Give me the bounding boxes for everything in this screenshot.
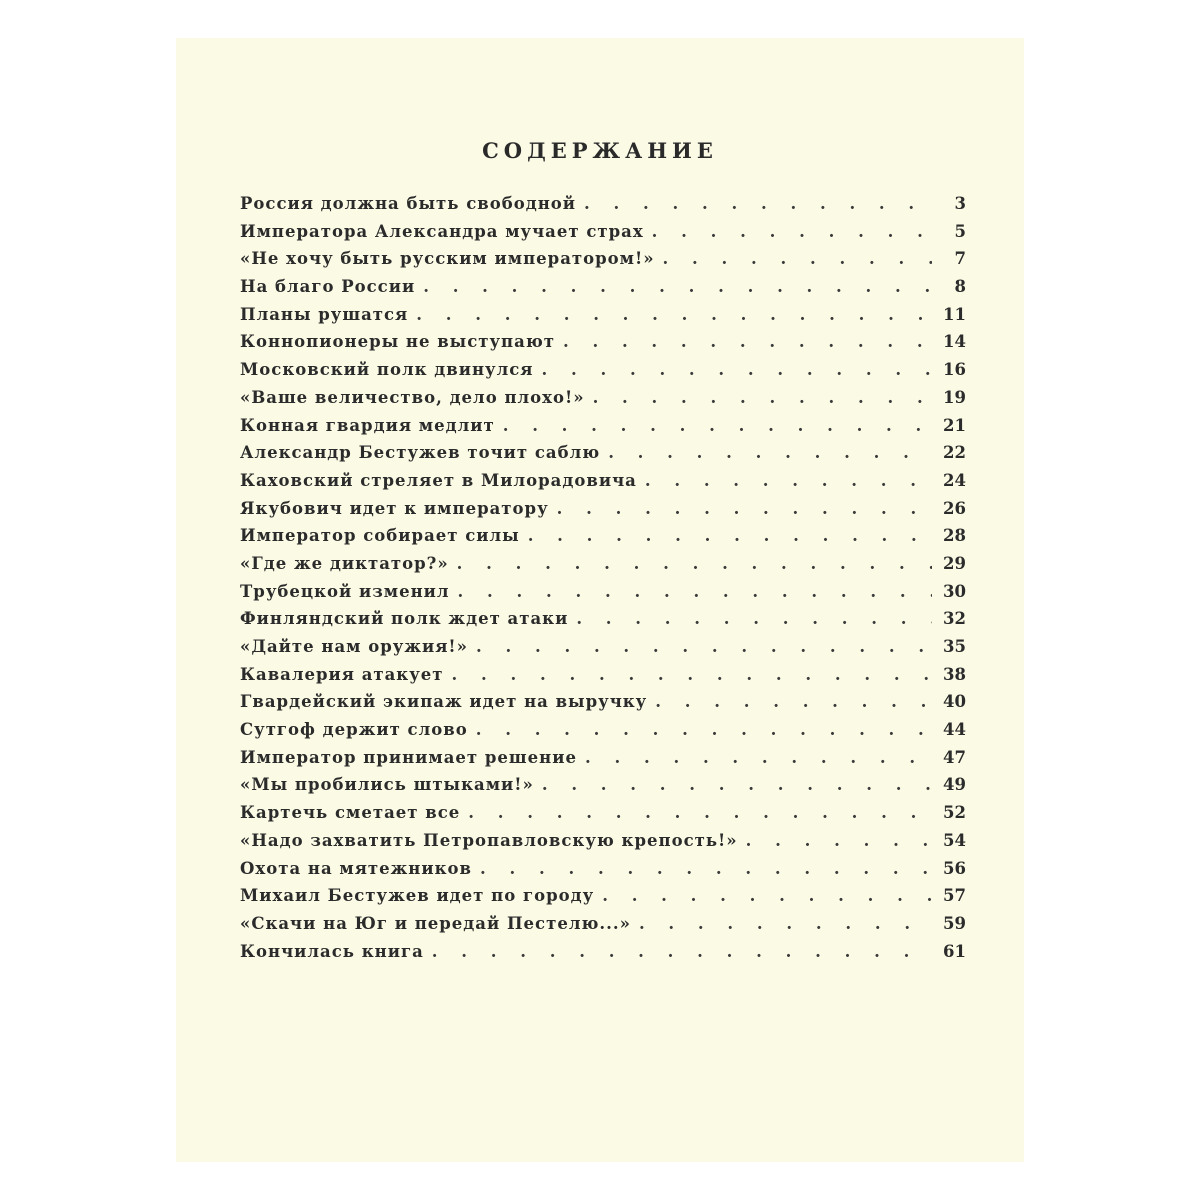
toc-page-number: 7: [954, 249, 966, 269]
toc-entry-title: Кавалерия атакует: [240, 664, 444, 684]
toc-page-number: 11: [943, 304, 966, 324]
toc-entry: [240, 249, 966, 277]
toc-entry-title: Якубович идет к императору: [240, 498, 549, 518]
toc-entry-title: «Мы пробились штыками!»: [240, 775, 534, 795]
dot-leader: [503, 416, 932, 435]
toc-entry: [240, 886, 966, 914]
toc-entry-title: «Ваше величество, дело плохо!»: [240, 387, 585, 407]
dot-leader: [639, 914, 932, 933]
toc-entry-title: «Скачи на Юг и передай Пестелю...»: [240, 913, 631, 933]
toc-entry: [240, 443, 966, 471]
toc-page-number: 38: [943, 664, 966, 684]
dot-leader: [468, 803, 932, 822]
toc-entry-title: Гвардейский экипаж идет на выручку: [240, 692, 648, 712]
toc-entry-title: Охота на мятежников: [240, 858, 472, 878]
toc-entry-title: Сутгоф держит слово: [240, 720, 468, 740]
toc-page-number: 49: [943, 775, 966, 795]
toc-entry: [240, 499, 966, 527]
toc-entry: [240, 388, 966, 416]
toc-entry: [240, 471, 966, 499]
dot-leader: [663, 249, 932, 268]
toc-entry: [240, 526, 966, 554]
dot-leader: [476, 720, 932, 739]
toc-page-number: 16: [943, 360, 966, 380]
dot-leader: [655, 692, 932, 711]
toc-entry-title: «Не хочу быть русским императором!»: [240, 249, 655, 269]
dot-leader: [541, 360, 932, 379]
toc-entry: [240, 637, 966, 665]
toc-entry-title: Александр Бестужев точит саблю: [240, 443, 601, 463]
dot-leader: [528, 526, 932, 545]
toc-entry: [240, 609, 966, 637]
toc-page-number: 40: [943, 692, 966, 712]
toc-page-number: 56: [943, 858, 966, 878]
toc-entry: [240, 803, 966, 831]
book-page: [176, 38, 1024, 1162]
dot-leader: [452, 665, 932, 684]
toc-entry: [240, 942, 966, 970]
toc-entry: [240, 748, 966, 776]
toc-entry: [240, 831, 966, 859]
toc-page-number: 24: [943, 470, 966, 490]
toc-entry: [240, 360, 966, 388]
toc-page-number: 22: [943, 443, 966, 463]
dot-leader: [746, 831, 932, 850]
toc-page-number: 35: [943, 637, 966, 656]
toc-page-number: 54: [943, 830, 966, 850]
dot-leader: [480, 859, 932, 878]
dot-leader: [608, 443, 932, 462]
toc-page-number: 52: [943, 803, 966, 823]
dot-leader: [542, 775, 932, 794]
toc-entry: [240, 720, 966, 748]
toc-page-number: 30: [943, 581, 966, 601]
toc-entry-title: Планы рушатся: [240, 304, 409, 324]
toc-page-number: 3: [954, 194, 966, 213]
dot-leader: [576, 609, 932, 628]
toc-entry-title: Финляндский полк ждет атаки: [240, 609, 569, 629]
toc-entry-title: Михаил Бестужев идет по городу: [240, 886, 595, 906]
toc-page-number: 47: [943, 747, 966, 767]
toc-entry-title: Московский полк двинулся: [240, 360, 534, 380]
toc-entry-title: Императора Александра мучает страх: [240, 221, 644, 241]
toc-page-number: 14: [943, 332, 966, 352]
toc-entry-title: «Надо захватить Петропавловскую крепость!»: [240, 830, 738, 850]
toc-entry: [240, 859, 966, 887]
toc-entry: [240, 582, 966, 610]
toc-page-number: 8: [954, 277, 966, 297]
toc-entry-title: Кончилась книга: [240, 941, 424, 961]
dot-leader: [602, 886, 932, 905]
toc-entry: [240, 277, 966, 305]
toc-entry-title: Конная гвардия медлит: [240, 415, 495, 435]
dot-leader: [416, 305, 932, 324]
dot-leader: [557, 499, 932, 518]
toc-page-number: 19: [943, 387, 966, 407]
dot-leader: [652, 222, 932, 241]
dot-leader: [563, 332, 932, 351]
dot-leader: [593, 388, 932, 407]
toc-entry: [240, 332, 966, 360]
toc-entry-title: Император собирает силы: [240, 526, 520, 546]
toc-page-number: 29: [943, 553, 966, 573]
toc-entry-title: Каховский стреляет в Милорадовича: [240, 470, 637, 490]
dot-leader: [645, 471, 932, 490]
dot-leader: [585, 748, 932, 767]
toc-entry-title: Трубецкой изменил: [240, 581, 450, 601]
toc-entry-title: Картечь сметает все: [240, 803, 461, 823]
dot-leader: [584, 194, 932, 213]
toc-entry-title: На благо России: [240, 277, 416, 297]
toc-page-number: 21: [943, 415, 966, 435]
dot-leader: [476, 637, 932, 656]
toc-entry: [240, 194, 966, 222]
toc-entry: [240, 416, 966, 444]
toc-entry: [240, 305, 966, 333]
dot-leader: [458, 582, 932, 601]
toc-entry: [240, 914, 966, 942]
toc-entry: [240, 222, 966, 250]
toc-entry: [240, 554, 966, 582]
toc-entry-title: «Где же диктатор?»: [240, 553, 449, 573]
toc-page-number: 26: [943, 498, 966, 518]
toc-page-number: 57: [943, 886, 966, 906]
dot-leader: [423, 277, 932, 296]
toc-entry: [240, 775, 966, 803]
toc-entry-title: Император принимает решение: [240, 747, 577, 767]
toc-entry: [240, 692, 966, 720]
dot-leader: [457, 554, 932, 573]
toc-page-number: 5: [954, 221, 966, 241]
toc-page-number: 61: [943, 941, 966, 961]
toc-page-number: 59: [943, 913, 966, 933]
contents-heading: СОДЕРЖАНИЕ: [482, 138, 718, 163]
toc-entry-title: Коннопионеры не выступают: [240, 332, 555, 352]
table-of-contents: [240, 194, 966, 969]
toc-entry-title: «Дайте нам оружия!»: [240, 637, 468, 656]
toc-page-number: 32: [943, 609, 966, 629]
toc-page-number: 44: [943, 720, 966, 740]
toc-entry: [240, 665, 966, 693]
toc-page-number: 28: [943, 526, 966, 546]
dot-leader: [432, 942, 932, 961]
toc-entry-title: Россия должна быть свободной: [240, 194, 577, 213]
